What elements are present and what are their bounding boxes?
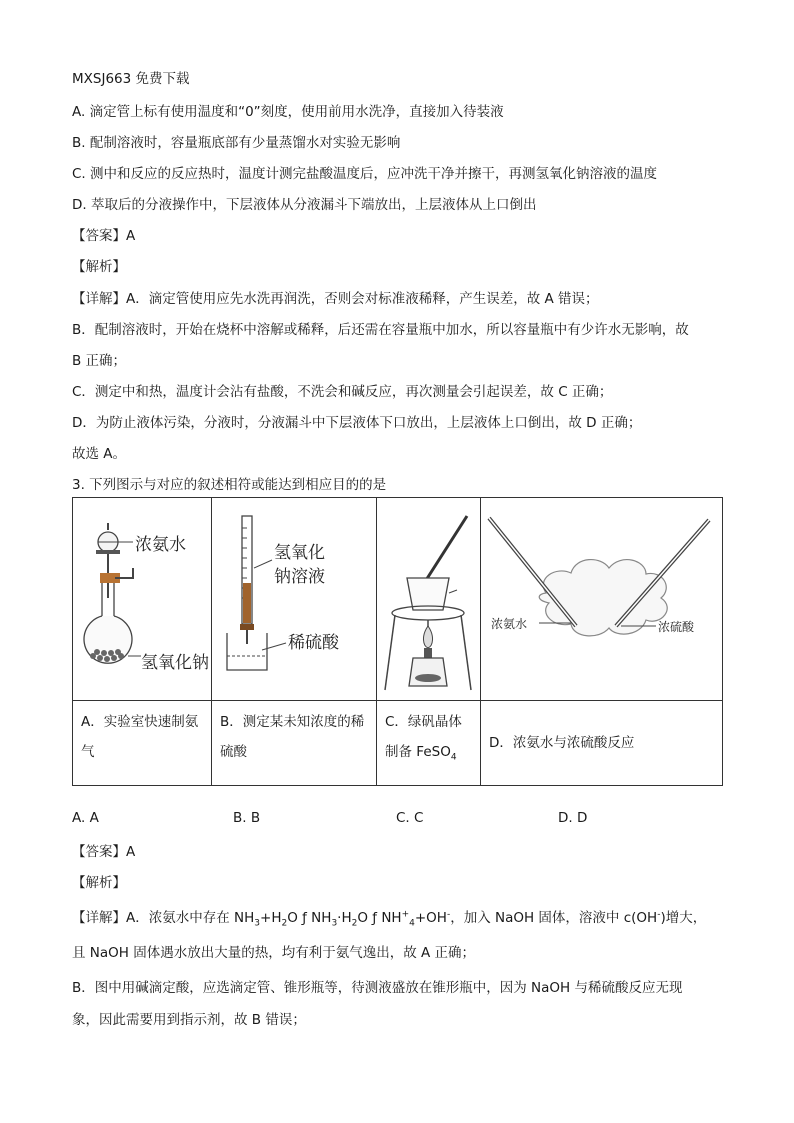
caption-a: A．实验室快速制氨气 — [73, 701, 212, 786]
q2-detail-line: D．为防止液体污染，分液时，分液漏斗中下层液体下口放出，上层液体上口倒出，故 D 正确； — [72, 415, 642, 431]
q2-detail-line: 故选 A。 — [72, 446, 127, 462]
choice-b: B. B — [233, 810, 261, 826]
q2-analysis-label: 【解析】 — [72, 259, 126, 275]
q3-stem: 3. 下列图示与对应的叙述相符或能达到相应目的的是 — [72, 477, 387, 493]
figure-c-crucible-heating — [377, 498, 481, 701]
q2-answer: 【答案】A — [72, 228, 136, 244]
figure-d-left-label: 浓氨水 — [491, 617, 528, 631]
choice-c: C. C — [396, 810, 424, 826]
q3-detail-line-2: 且 NaOH 固体遇水放出大量的热，均有利于氨气逸出，故 A 正确； — [72, 945, 476, 961]
q3-analysis-label: 【解析】 — [72, 875, 126, 891]
figure-b-label-2: 钠溶液 — [274, 567, 325, 587]
page-header: MXSJ663 免费下载 — [72, 71, 190, 87]
q3-detail-line-4: 象，因此需要用到指示剂，故 B 错误； — [72, 1012, 306, 1028]
q3-detail-line-3: B．图中用碱滴定酸，应选滴定管、锥形瓶等，待测液盛放在锥形瓶中，因为 NaOH 与稀硫酸反应无现 — [72, 980, 683, 996]
q3-detail-line-1: 【详解】A．浓氨水中存在 $NH_3+H_2O$ ƒ $NH_3\cdot H_2O$ ƒ $NH^+_4+OH^-$，加入 NaOH 固体，溶液中 c(OH-)增大， — [72, 909, 707, 929]
q3-answer: 【答案】A — [72, 844, 136, 860]
choice-d: D. D — [558, 810, 588, 826]
q3-figure-table — [72, 497, 723, 786]
figure-b-label-1: 氢氧化 — [274, 543, 325, 563]
q2-option-b: B. 配制溶液时，容量瓶底部有少量蒸馏水对实验无影响 — [72, 135, 401, 151]
caption-c: C．绿矾晶体制备 FeSO$_4$ — [377, 701, 481, 786]
q2-detail-line: C．测定中和热，温度计会沾有盐酸，不洗会和碱反应，再次测量会引起误差，故 C 正确； — [72, 384, 613, 400]
figure-d-fumes-reaction — [481, 498, 723, 701]
figure-d-right-label: 浓硫酸 — [658, 620, 695, 634]
q2-detail-line: B．配制溶液时，开始在烧杯中溶解或稀释，后还需在容量瓶中加水，所以容量瓶中有少许水无影响，故 — [72, 322, 689, 338]
figure-a-bottom-label: 氢氧化钠 — [141, 653, 209, 673]
caption-b: B．测定某未知浓度的稀硫酸 — [212, 701, 377, 786]
caption-d: D．浓氨水与浓硫酸反应 — [481, 701, 723, 786]
q2-detail-line: B 正确； — [72, 353, 127, 369]
q2-option-a: A. 滴定管上标有使用温度和“0”刻度，使用前用水洗净，直接加入待装液 — [72, 104, 504, 120]
choice-a: A. A — [72, 810, 99, 826]
q2-option-d: D. 萃取后的分液操作中，下层液体从分液漏斗下端放出，上层液体从上口倒出 — [72, 197, 537, 213]
figure-b-titration-apparatus — [212, 498, 377, 701]
figure-a-ammonia-apparatus — [73, 498, 212, 701]
q2-option-c: C. 测中和反应的反应热时，温度计测完盐酸温度后，应冲洗干净并擦干，再测氢氧化钠溶液的温度 — [72, 166, 658, 182]
figure-b-bottom-label: 稀硫酸 — [288, 633, 339, 653]
figure-a-top-label: 浓氨水 — [135, 535, 186, 555]
q2-detail-line: 【详解】A．滴定管使用应先水洗再润洗，否则会对标准液稀释，产生误差，故 A 错误； — [72, 291, 599, 307]
